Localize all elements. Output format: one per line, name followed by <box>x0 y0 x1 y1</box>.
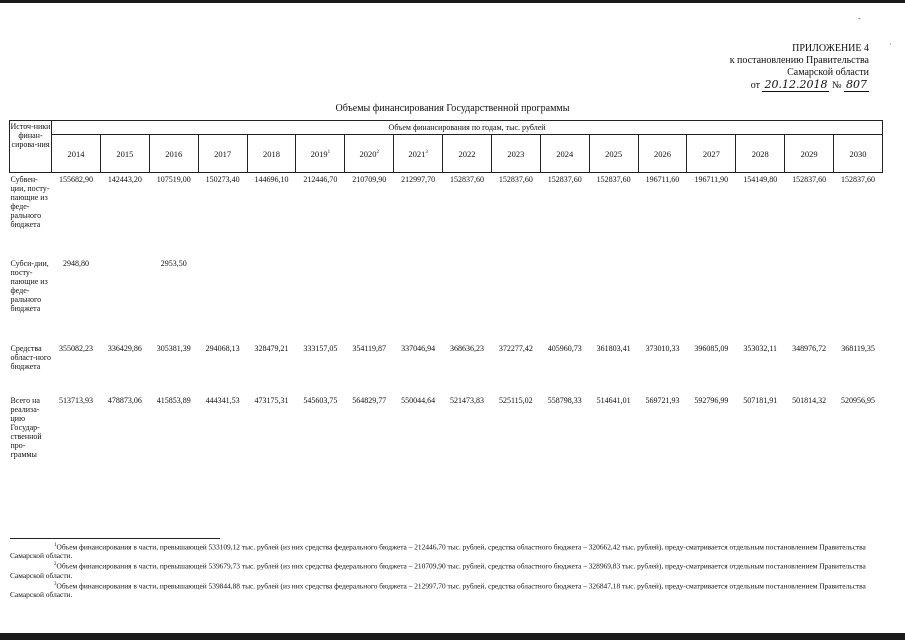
value-cell: 521473,83 <box>449 396 484 405</box>
year-header-2021: 2021$^3$ <box>394 135 443 173</box>
value-cell: 152837,60 <box>547 175 582 184</box>
year-header-2027: 2027 <box>687 135 736 173</box>
appendix-line2: к постановлению Правительства <box>729 55 869 66</box>
scan-speck: - <box>858 14 861 23</box>
scan-top-border <box>0 0 905 3</box>
value-cell: 144696,10 <box>254 175 289 184</box>
value-cell: 152837,60 <box>449 175 484 184</box>
value-cell: 396085,09 <box>694 344 729 353</box>
value-cell: 196711,90 <box>694 175 729 184</box>
value-cell: 405960,73 <box>547 344 582 353</box>
row-label: Средства област-ного бюджета <box>10 344 51 371</box>
value-cell: 507181,91 <box>743 396 778 405</box>
handwritten-date: 20.12.2018 <box>764 78 828 91</box>
scan-speck: · <box>889 40 892 49</box>
value-cell: 152837,60 <box>792 175 827 184</box>
year-header-2020: 2020$^2$ <box>345 135 394 173</box>
year-header-2029: 2029 <box>785 135 834 173</box>
appendix-date-line <box>669 79 869 92</box>
row-label: Субси-дии, посту-пающие из феде-рального бюджета <box>10 259 49 313</box>
value-cell <box>491 257 540 342</box>
value-cell: 2948,80 <box>62 259 89 268</box>
value-cell: 444341,53 <box>205 396 240 405</box>
value-cell: 210709,90 <box>352 175 387 184</box>
value-cell: 514641,01 <box>596 396 631 405</box>
year-header-2030: 2030 <box>834 135 883 173</box>
value-cell: 501814,32 <box>792 396 827 405</box>
value-cell: 337046,94 <box>401 344 436 353</box>
value-cell: 354119,87 <box>352 344 387 353</box>
value-cell: 212446,70 <box>303 175 338 184</box>
value-cell <box>736 257 785 342</box>
year-header-2028: 2028 <box>736 135 785 173</box>
value-cell <box>296 257 345 342</box>
value-cell: 348976,72 <box>792 344 827 353</box>
value-cell <box>834 257 883 342</box>
footnote <box>10 541 876 560</box>
year-header-2016: 2016 <box>149 135 198 173</box>
value-cell: 372277,42 <box>498 344 533 353</box>
date-prefix: от <box>750 80 760 91</box>
year-header-2019: 2019$^1$ <box>296 135 345 173</box>
value-cell: 478873,06 <box>107 396 142 405</box>
year-header-2025: 2025 <box>589 135 638 173</box>
footnote-text: Объем финансирования в части, превышающей 539679,73 тыс. рублей (из них средства федерального бюджета – 210709,90 тыс. рублей, средства областного бюджета – 328969,83 тыс. рублей), преду-сматривается отдельным постановлением Правительства Самарской области. <box>10 561 866 580</box>
value-cell: 513713,93 <box>58 396 93 405</box>
footnote-mark: 2 <box>376 149 379 155</box>
value-cell <box>785 257 834 342</box>
year-header-2023: 2023 <box>491 135 540 173</box>
row-label: Всего на реализа-цию Государ-ственной про-граммы <box>10 396 42 459</box>
value-cell: 154149,80 <box>743 175 778 184</box>
financing-table <box>9 120 883 476</box>
value-cell: 152837,60 <box>498 175 533 184</box>
value-cell <box>638 257 687 342</box>
footnote <box>10 580 876 599</box>
footnote-divider <box>10 538 220 539</box>
year-header-2018: 2018 <box>247 135 296 173</box>
footnote-number: 1 <box>54 543 57 548</box>
value-cell: 525115,02 <box>498 396 533 405</box>
footnote-number: 3 <box>54 581 57 587</box>
table-row <box>10 342 883 394</box>
footnote <box>10 560 876 579</box>
value-cell <box>100 257 149 342</box>
value-cell: 333157,05 <box>303 344 338 353</box>
value-cell: 373010,33 <box>645 344 680 353</box>
number-prefix: № <box>831 80 842 91</box>
appendix-header <box>669 43 869 92</box>
value-cell: 569721,93 <box>645 396 680 405</box>
value-cell <box>443 257 492 342</box>
year-header-2017: 2017 <box>198 135 247 173</box>
value-cell <box>589 257 638 342</box>
value-cell: 368119,35 <box>841 344 875 353</box>
value-cell: 150273,40 <box>205 175 240 184</box>
value-cell: 305381,39 <box>156 344 191 353</box>
value-cell <box>345 257 394 342</box>
source-column-header: Источ-ники финан-сирова-ния <box>10 121 52 173</box>
value-cell: 564829,77 <box>352 396 387 405</box>
footnote-list <box>10 541 876 599</box>
value-cell: 212997,70 <box>401 175 436 184</box>
table-row <box>10 257 883 342</box>
year-header-2026: 2026 <box>638 135 687 173</box>
footnotes <box>10 538 876 599</box>
table-row <box>10 394 883 476</box>
value-cell: 353032,11 <box>743 344 778 353</box>
value-cell: 361803,41 <box>596 344 631 353</box>
footnote-text: Объем финансирования в части, превышающей 539844,88 тыс. рублей (из них средства федерального бюджета – 212997,70 тыс. рублей, средства областного бюджета – 326847,18 тыс. рублей), преду-сматривается отдельным постановлением Правительства Самарской области. <box>10 581 866 600</box>
year-header-row <box>10 135 883 173</box>
value-cell: 155682,90 <box>58 175 93 184</box>
value-cell: 558798,33 <box>547 396 582 405</box>
value-cell <box>247 257 296 342</box>
value-cell: 473175,31 <box>254 396 289 405</box>
value-cell: 550044,64 <box>401 396 436 405</box>
value-cell: 152837,60 <box>841 175 876 184</box>
scan-bottom-border <box>0 633 905 640</box>
value-cell: 2953,50 <box>160 259 187 268</box>
value-cell: 107519,00 <box>156 175 191 184</box>
value-cell: 592796,99 <box>694 396 729 405</box>
value-cell <box>540 257 589 342</box>
value-cell <box>394 257 443 342</box>
row-label: Субвен-ции, посту-пающие из феде-рального бюджета <box>10 175 50 229</box>
value-cell: 355082,23 <box>58 344 93 353</box>
year-header-2015: 2015 <box>100 135 149 173</box>
value-cell: 545603,75 <box>303 396 338 405</box>
footnote-number: 2 <box>54 562 57 568</box>
handwritten-number: 807 <box>846 78 867 91</box>
value-cell <box>198 257 247 342</box>
year-header-2014: 2014 <box>52 135 101 173</box>
value-cell: 196711,60 <box>645 175 680 184</box>
year-header-2024: 2024 <box>540 135 589 173</box>
value-cell: 336429,86 <box>107 344 142 353</box>
appendix-title: ПРИЛОЖЕНИЕ 4 <box>792 43 869 54</box>
value-cell: 142443,20 <box>107 175 142 184</box>
appendix-line3: Самарской области <box>787 67 869 78</box>
value-cell: 152837,60 <box>596 175 631 184</box>
value-cell: 520956,95 <box>841 396 876 405</box>
footnote-text: Объем финансирования в части, превышающей 533109,12 тыс. рублей (из них средства федерального бюджета – 212446,70 тыс. рублей, средства областного бюджета – 320662,42 тыс. рублей), преду-сматривается отдельным постановлением Правительства Самарской области. <box>10 542 866 561</box>
value-cell: 294068,13 <box>205 344 240 353</box>
table-row <box>10 173 883 258</box>
table-body <box>10 173 883 477</box>
year-header-2022: 2022 <box>443 135 492 173</box>
value-cell <box>687 257 736 342</box>
document-title: Объемы финансирования Государственной программы <box>335 103 570 114</box>
value-cell: 415853,89 <box>156 396 191 405</box>
footnote-mark: 3 <box>425 149 428 155</box>
value-cell: 328479,21 <box>254 344 289 353</box>
value-cell: 368636,23 <box>449 344 484 353</box>
years-group-header: Объем финансирования по годам, тыс. рублей <box>52 121 883 135</box>
footnote-mark: 1 <box>327 149 331 155</box>
